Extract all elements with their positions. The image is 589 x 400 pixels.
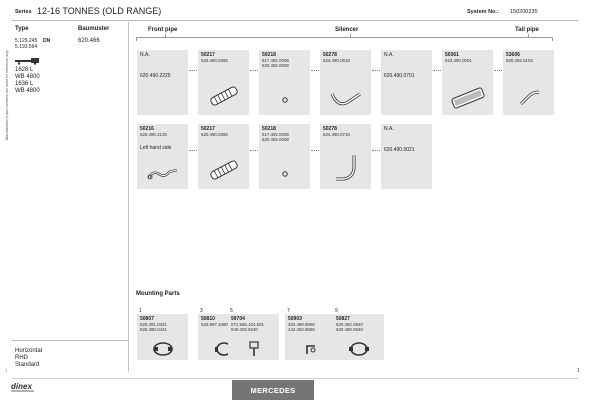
part-number: N.A. [384,52,394,58]
part-card[interactable] [198,124,249,189]
position-number: 1 [139,308,142,314]
section-tail-pipe: Tail pipe [515,27,539,33]
bolt-icon [240,338,268,358]
part-card[interactable] [442,50,493,115]
mounting-parts-title: Mounting Parts [136,291,180,297]
part-number: 50218 [262,52,276,58]
oem-number: 620.490.0441 [140,327,167,332]
part-number: 50903 [288,316,302,322]
part-reference: 620.490.2225 [140,73,171,79]
system-number-label: System No.: [467,9,499,15]
connector-dots [311,150,319,151]
silencer-icon [450,82,486,110]
type-badge: DN [43,38,51,44]
oem-number: 940.402.8240 [231,327,258,332]
part-number: 50361 [445,52,459,58]
part-card[interactable] [259,124,310,189]
section-bracket [136,37,553,41]
oem-number: 620.490.0840 [336,327,363,332]
part-number: 50807 [140,316,154,322]
baumuster-column-header: Baumuster [78,26,110,32]
column-divider [128,22,129,372]
exhaust-orientation: Horizontal [15,348,43,354]
connector-dots [372,150,380,151]
part-card[interactable] [320,124,371,189]
section-silencer: Silencer [335,27,359,33]
connector-dots [189,70,197,71]
mounting-part-card[interactable] [228,314,279,360]
position-number: 7 [287,308,290,314]
connector-dots [433,70,441,71]
oem-number: 623.490.0001 [445,58,472,63]
front-pipe-icon [145,156,181,184]
type-number: 5.129.245 [15,38,38,44]
part-reference: 620.490.0021 [384,147,415,153]
oem-number: 620.492.0008 [262,63,289,68]
position-number: 9 [335,308,338,314]
oem-number: 071.555.104.501 [231,322,264,327]
side-note: Left hand side [140,145,172,151]
section-front-pipe: Front pipe [148,27,178,33]
clamp-icon [149,338,177,358]
type-number: 5.193.594 [15,44,38,50]
part-card[interactable] [381,124,432,189]
series-label: Series [15,9,32,15]
mounting-part-card[interactable] [333,314,384,360]
footer-divider [12,340,128,341]
connector-dots [250,70,258,71]
part-card[interactable] [137,50,188,115]
length-value: 1636 L [15,81,34,87]
part-number: 50216 [140,126,154,132]
oem-number: 624.490.0719 [323,132,350,137]
section-tick [165,34,166,38]
page-title: 12-16 TONNES (OLD RANGE) [37,6,162,16]
system-number: 150200235 [510,9,538,15]
oem-number: 620.492.5104 [506,58,533,63]
length-value: 1628 L [15,67,34,73]
flex-pipe-icon [206,156,242,184]
part-number: 50810 [201,316,215,322]
oem-number: 617.492.0008 [262,132,289,137]
vehicle-icon [15,58,41,65]
position-number: 5 [230,308,233,314]
part-number: 50218 [262,126,276,132]
vertical-note: Manufacturer's part numbers are used for reference only [5,50,9,140]
clamp-icon [345,338,373,358]
small-part-icon [267,82,303,110]
connector-dots [372,70,380,71]
type-column-header: Type [15,26,29,32]
baumuster-value: 620.466 [78,38,100,44]
oem-number: 617.492.0008 [262,58,289,63]
oem-number: 620.997.3490 [201,322,228,327]
mounting-part-card[interactable] [285,314,336,360]
header-divider [12,20,578,21]
part-card[interactable] [137,124,188,189]
bracket-icon [297,338,325,358]
oem-number: 620.492.0008 [262,137,289,142]
part-reference: 620.490.0701 [384,73,415,79]
oem-number: 620.490.0365 [201,132,228,137]
part-number: N.A. [384,126,394,132]
flex-pipe-icon [206,82,242,110]
drive-side: RHD [15,355,28,361]
oem-number: 620.490.2125 [140,132,167,137]
tailpipe-icon [511,82,547,110]
page-number-left: 1 [5,368,8,373]
oem-number: 620.492.0840 [336,322,363,327]
svg-text:dinex: dinex [11,382,32,391]
bottom-divider [12,378,578,379]
oem-number: 620.491.0321 [140,322,167,327]
part-number: 50278 [323,126,337,132]
position-number: 3 [200,308,203,314]
connector-dots [250,150,258,151]
section-tick [528,34,529,38]
oem-number: 624.490.0619 [323,58,350,63]
small-part-icon [267,156,303,184]
oem-number: 302.490.8060 [288,322,315,327]
part-card[interactable] [259,50,310,115]
connector-dots [494,70,502,71]
bent-pipe-icon [328,82,364,110]
part-number: 50217 [201,52,215,58]
part-card[interactable] [198,50,249,115]
part-number: 99704 [231,316,245,322]
oem-number: 620.490.0365 [201,58,228,63]
wheelbase-value: WB 4800 [15,74,40,80]
part-card[interactable] [381,50,432,115]
part-number: 50827 [336,316,350,322]
dinex-logo [10,380,36,392]
section-tick [350,34,351,38]
oem-number: 442.492.8060 [288,327,315,332]
wheelbase-value: WB 4800 [15,88,40,94]
page-number-right: 1 [577,368,580,374]
part-number: 50278 [323,52,337,58]
configuration-info [15,348,42,369]
part-number: 50217 [201,126,215,132]
long-bent-pipe-icon [328,150,364,184]
variant: Standard [15,362,40,368]
part-card[interactable] [503,50,554,115]
part-number: 53606 [506,52,520,58]
brand-name: MERCEDES [250,386,296,395]
part-number: N.A. [140,52,150,58]
part-card[interactable] [320,50,371,115]
connector-dots [189,150,197,151]
connector-dots [311,70,319,71]
mounting-part-card[interactable] [137,314,188,360]
